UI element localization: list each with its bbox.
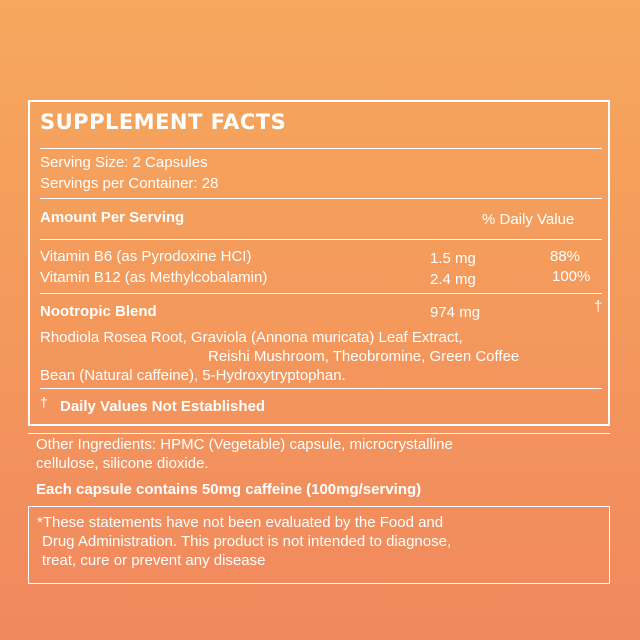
daily-value-header: % Daily Value	[482, 211, 575, 228]
vitamin-b6-name: Vitamin B6 (as Pyrodoxine HCI)	[40, 248, 252, 265]
disclaimer-line: *These statements have not been evaluated by the Food and	[37, 514, 444, 531]
nootropic-blend-dv: †	[594, 298, 603, 315]
serving-size: Serving Size: 2 Capsules	[40, 154, 208, 171]
blend-line: Bean (Natural caffeine), 5-Hydroxytryptophan.	[40, 367, 346, 384]
other-ingredients-line: cellulose, silicone dioxide.	[36, 455, 209, 472]
disclaimer-line: treat, cure or prevent any disease	[42, 552, 266, 569]
vitamins-divider	[40, 293, 602, 294]
blend-line: Reishi Mushroom, Theobromine, Green Coffee	[208, 348, 520, 365]
vitamin-b12-name: Vitamin B12 (as Methylcobalamin)	[40, 269, 268, 286]
other-ingredients-line: Other Ingredients: HPMC (Vegetable) capsule, microcrystalline	[36, 436, 453, 453]
caffeine-note: Each capsule contains 50mg caffeine (100mg/serving)	[36, 481, 422, 498]
nootropic-blend-name: Nootropic Blend	[40, 303, 157, 320]
vitamin-b6-dv: 88%	[550, 248, 581, 265]
footnote-text: Daily Values Not Established	[60, 398, 266, 415]
header-divider	[40, 239, 602, 240]
supplement-facts-panel	[28, 100, 610, 426]
fda-disclaimer-box	[28, 506, 610, 584]
blend-divider	[40, 388, 602, 389]
vitamin-b12-dv: 100%	[552, 268, 591, 285]
nootropic-blend-ingredients	[40, 328, 604, 385]
panel-title: SUPPLEMENT FACTS	[40, 110, 287, 134]
footnote-dagger: †	[40, 394, 48, 410]
amount-per-serving-header: Amount Per Serving	[40, 209, 185, 226]
blend-line: Rhodiola Rosea Root, Graviola (Annona muricata) Leaf Extract,	[40, 329, 463, 346]
ingredients-top-rule	[28, 433, 610, 434]
servings-per-container: Servings per Container: 28	[40, 175, 219, 192]
vitamin-b6-amount: 1.5 mg	[430, 250, 476, 267]
nootropic-blend-amount: 974 mg	[430, 304, 481, 321]
serving-divider	[40, 198, 602, 199]
disclaimer-line: Drug Administration. This product is not intended to diagnose,	[42, 533, 452, 550]
vitamin-b12-amount: 2.4 mg	[430, 271, 476, 288]
title-divider	[40, 148, 602, 149]
